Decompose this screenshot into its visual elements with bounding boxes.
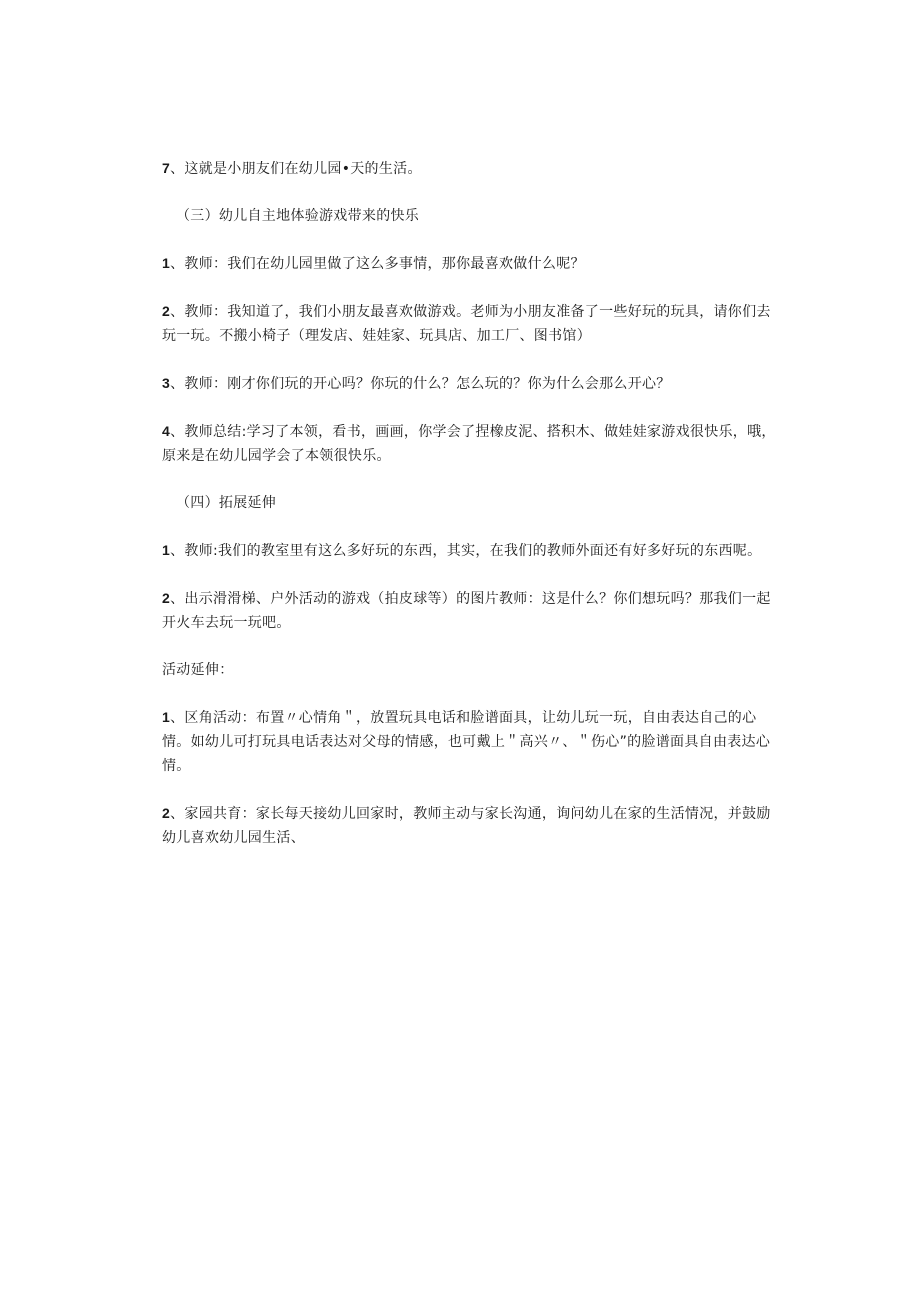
activity-extension-heading <box>162 658 782 682</box>
document-body <box>162 156 782 873</box>
item-number: 2 <box>162 590 171 606</box>
item-number: 1 <box>162 709 171 725</box>
paragraph-text: 、教师总结:学习了本领，看书，画画，你学会了捏橡皮泥、搭积木、做娃娃家游戏很快乐，哦，原来是在幼儿园学会了本领很快乐。 <box>162 424 776 464</box>
paragraph-text: 、教师：刚才你们玩的开心吗？你玩的什么？怎么玩的？你为什么会那么开心？ <box>170 376 671 392</box>
paragraph-item-7 <box>162 156 782 181</box>
paragraph-item-2 <box>162 586 782 635</box>
item-number: 7 <box>162 160 171 176</box>
paragraph-text: 、教师：我知道了，我们小朋友最喜欢做游戏。老师为小朋友准备了一些好玩的玩具，请你们去玩一玩。不搬小椅子（理发店、娃娃家、玩具店、加工厂、图书馆） <box>162 304 771 344</box>
paragraph-text: 、出示滑滑梯、户外活动的游戏（拍皮球等）的图片教师：这是什么？你们想玩吗？那我们一起开火车去玩一玩吧。 <box>162 591 771 631</box>
heading-text: 活动延伸： <box>162 662 234 678</box>
item-number: 1 <box>162 542 171 558</box>
paragraph-item-2 <box>162 801 782 850</box>
item-number: 2 <box>162 805 171 821</box>
paragraph-item-2 <box>162 299 782 348</box>
paragraph-text: 、这就是小朋友们在幼儿园•天的生活。 <box>170 161 422 177</box>
paragraph-item-3 <box>162 371 782 396</box>
paragraph-text: 、家园共育：家长每天接幼儿回家时，教师主动与家长沟通，询问幼儿在家的生活情况，并鼓励幼儿喜欢幼儿园生活、 <box>162 806 771 846</box>
item-number: 2 <box>162 303 171 319</box>
paragraph-item-4 <box>162 419 782 468</box>
item-number: 3 <box>162 375 171 391</box>
section-heading-3 <box>162 204 782 228</box>
heading-text: （三）幼儿自主地体验游戏带来的快乐 <box>176 208 420 224</box>
paragraph-item-1 <box>162 538 782 563</box>
item-number: 4 <box>162 423 171 439</box>
item-number: 1 <box>162 255 171 271</box>
section-heading-4 <box>162 491 782 515</box>
paragraph-text: 、教师:我们的教室里有这么多好玩的东西，其实，在我们的教师外面还有好多好玩的东西呢。 <box>170 543 762 559</box>
paragraph-item-1 <box>162 705 782 778</box>
paragraph-item-1 <box>162 251 782 276</box>
heading-text: （四）拓展延伸 <box>176 495 277 511</box>
paragraph-text: 、教师：我们在幼儿园里做了这么多事情，那你最喜欢做什么呢？ <box>170 256 585 272</box>
paragraph-text: 、区角活动：布置〃心情角＂，放置玩具电话和脸谱面具，让幼儿玩一玩，自由表达自己的心情。如幼儿可打玩具电话表达对父母的情感，也可戴上＂高兴〃、＂伤心”的脸谱面具自由表达心情。 <box>162 710 771 774</box>
